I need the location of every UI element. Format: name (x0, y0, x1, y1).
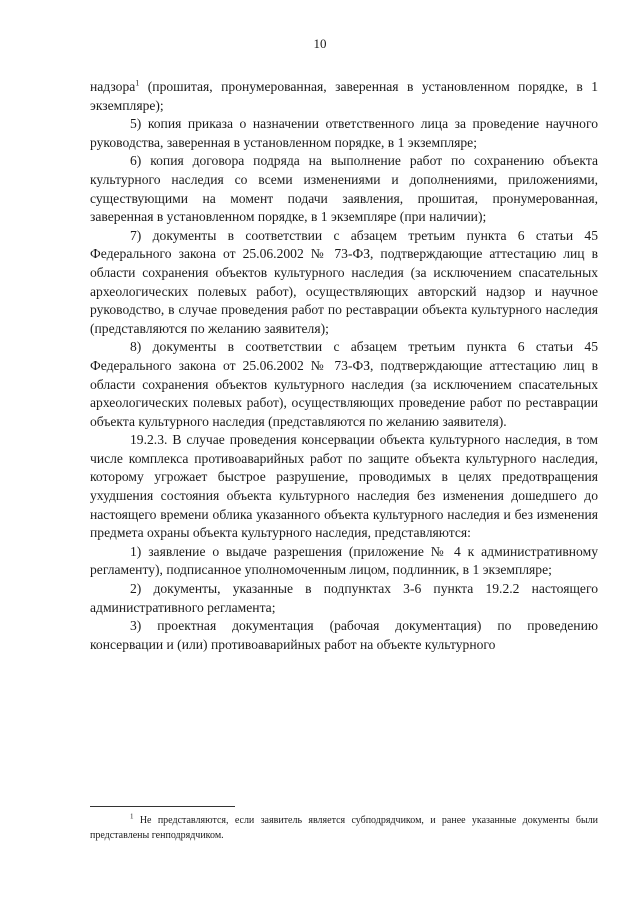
paragraph-continuation (90, 78, 598, 115)
document-body (90, 78, 598, 654)
footnote-divider (90, 806, 235, 807)
paragraph-text: (прошитая, пронумерованная, заверенная в установленном порядке, в 1 экземпляре); (90, 79, 598, 113)
list-item-8: 8) документы в соответствии с абзацем третьим пункта 6 статьи 45 Федерального закона от 25.06.2002 № 73-ФЗ, подтверждающие аттестацию лиц в области сохранения объектов культурного наследия (за исключением спасательных археологических полевых работ), осуществляющих проведение работ по реставрации объекта культурного наследия (представляются по желанию заявителя). (90, 339, 598, 429)
footnote-mark: 1 (130, 812, 134, 821)
footnote-reference: 1 (135, 78, 140, 88)
sub-item-3: 3) проектная документация (рабочая документация) по проведению консервации и (или) противоаварийных работ на объекте культурного (90, 618, 598, 652)
list-item-6: 6) копия договора подряда на выполнение работ по сохранению объекта культурного наследия со всеми изменениями и дополнениями, приложениями, существующими на момент подачи заявления, прошитая, пронумерованная, заверенная в установленном порядке, в 1 экземпляре (при наличии); (90, 153, 598, 225)
footnote-text: Не представляются, если заявитель является субподрядчиком, и ранее указанные документы были представлены генподрядчиком. (90, 815, 598, 841)
sub-item-2: 2) документы, указанные в подпунктах 3-6 пункта 19.2.2 настоящего административного регламента; (90, 581, 598, 615)
paragraph-text: надзора (90, 79, 136, 94)
footnote (90, 813, 598, 843)
sub-item-1: 1) заявление о выдаче разрешения (приложение № 4 к административному регламенту), подписанное уполномоченным лицом, подлинник, в 1 экземпляре; (90, 543, 598, 578)
page-number: 10 (313, 36, 327, 51)
clause-19-2-3: 19.2.3. В случае проведения консервации объекта культурного наследия, в том числе комплекса противоаварийных работ по защите объекта культурного наследия, которому угрожает быстрое разрушение, проводимых в целях предотвращения ухудшения состояния объекта культурного наследия без изменения дошедшего до настоящего времени облика указанного объекта культурного наследия и без изменения предмета охраны объекта культурного наследия, представляются: (90, 432, 598, 541)
list-item-7: 7) документы в соответствии с абзацем третьим пункта 6 статьи 45 Федерального закона от 25.06.2002 № 73-ФЗ, подтверждающие аттестацию лиц в области сохранения объектов культурного наследия (за исключением спасательных археологических полевых работ), осуществляющих авторский надзор и научное руководство, в случае проведения работ по реставрации объекта культурного наследия (представляются по желанию заявителя); (90, 227, 598, 336)
list-item-5: 5) копия приказа о назначении ответственного лица за проведение научного руководства, заверенная в установленном порядке, в 1 экземпляре; (90, 116, 598, 150)
